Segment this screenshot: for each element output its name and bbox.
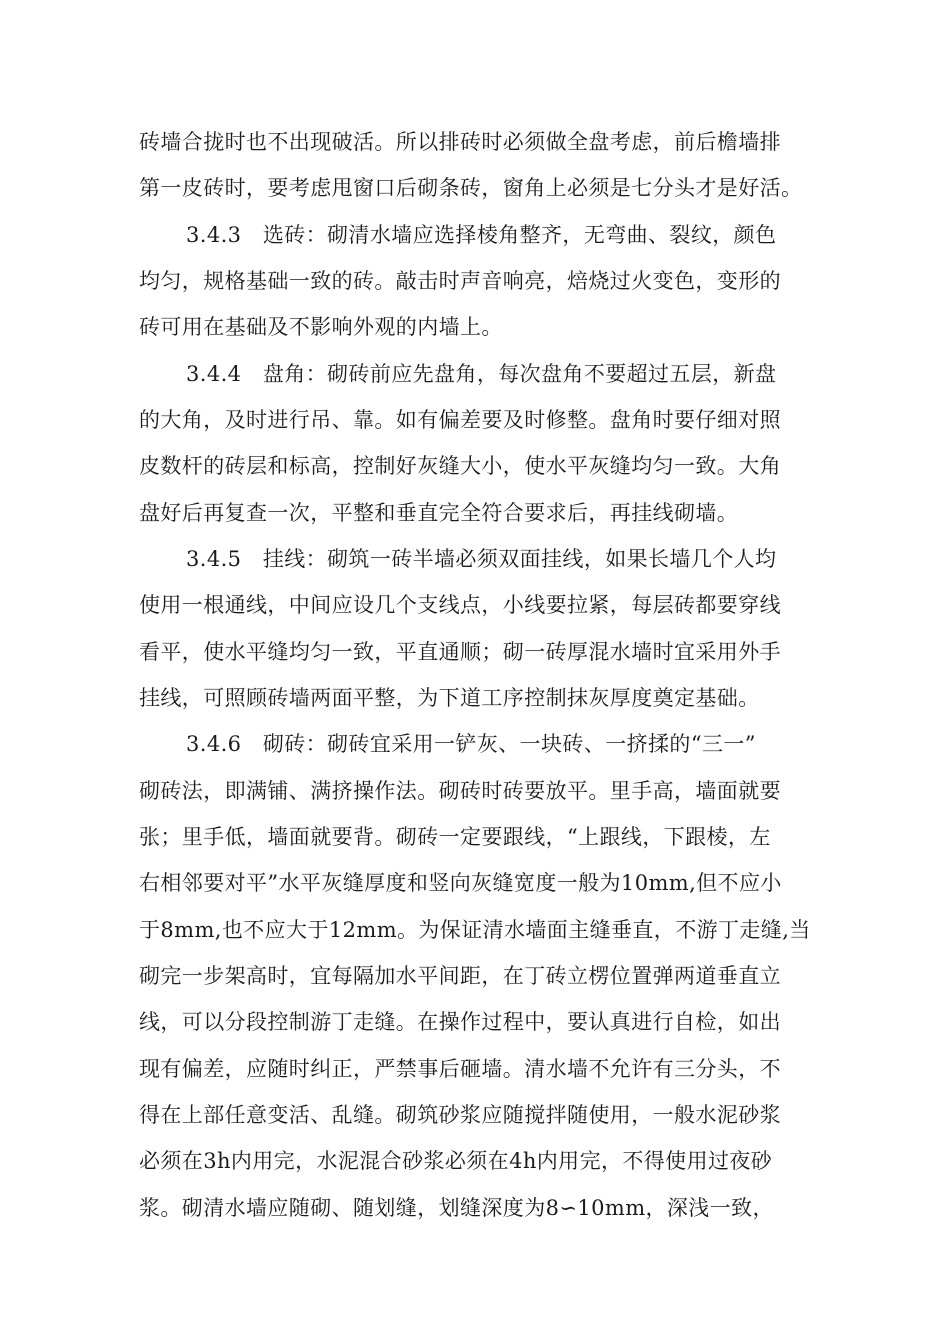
text-line: 砖可用在基础及不影响外观的内墙上。 (139, 315, 503, 339)
text-line: 浆。砌清水墙应随砌、随划缝，划缝深度为8∽10mm，深浅一致， (139, 1196, 774, 1220)
text-line: 得在上部任意变活、乱缝。砌筑砂浆应随搅拌随使用，一般水泥砂浆 (139, 1103, 781, 1127)
text-line: 看平，使水平缝均匀一致，平直通顺；砌一砖厚混水墙时宜采用外手 (139, 640, 781, 664)
section-3-4-4-heading-line: 3.4.4 盘角：砌砖前应先盘角，每次盘角不要超过五层，新盘 (186, 362, 777, 386)
section-3-4-5-heading-line: 3.4.5 挂线：砌筑一砖半墙必须双面挂线，如果长墙几个人均 (186, 547, 777, 571)
text-line: 皮数杆的砖层和标高，控制好灰缝大小，使水平灰缝均匀一致。大角 (139, 454, 781, 478)
text-line: 右相邻要对平”水平灰缝厚度和竖向灰缝宽度一般为10mm,但不应小 (139, 871, 782, 895)
text-line: 挂线，可照顾砖墙两面平整，为下道工序控制抹灰厚度奠定基础。 (139, 686, 760, 710)
text-line: 第一皮砖时，要考虑甩窗口后砌条砖，窗角上必须是七分头才是好活。 (139, 176, 803, 200)
text-line: 的大角，及时进行吊、靠。如有偏差要及时修整。盘角时要仔细对照 (139, 408, 781, 432)
text-line: 砌完一步架高时，宜每隔加水平间距，在丁砖立楞位置弹两道垂直立 (139, 964, 781, 988)
text-line: 砌砖法，即满铺、满挤操作法。砌砖时砖要放平。里手高，墙面就要 (139, 779, 781, 803)
text-line: 盘好后再复查一次，平整和垂直完全符合要求后，再挂线砌墙。 (139, 501, 739, 525)
text-line: 张；里手低，墙面就要背。砌砖一定要跟线，“上跟线，下跟棱，左 (139, 825, 771, 849)
section-3-4-3-heading-line: 3.4.3 选砖：砌清水墙应选择棱角整齐，无弯曲、裂纹，颜色 (186, 223, 777, 247)
section-3-4-6-heading-line: 3.4.6 砌砖：砌砖宜采用一铲灰、一块砖、一挤揉的“三一” (186, 732, 756, 756)
text-line: 现有偏差，应随时纠正，严禁事后砸墙。清水墙不允许有三分头，不 (139, 1057, 781, 1081)
text-line: 于8mm,也不应大于12mm。为保证清水墙面主缝垂直，不游丁走缝,当 (139, 918, 811, 942)
text-line: 使用一根通线，中间应设几个支线点，小线要拉紧，每层砖都要穿线 (139, 593, 781, 617)
text-line: 必须在3h内用完，水泥混合砂浆必须在4h内用完，不得使用过夜砂 (139, 1149, 773, 1173)
text-line: 砖墙合拢时也不出现破活。所以排砖时必须做全盘考虑，前后檐墙排 (139, 130, 781, 154)
text-line: 均匀，规格基础一致的砖。敲击时声音响亮，焙烧过火变色，变形的 (139, 269, 781, 293)
text-line: 线，可以分段控制游丁走缝。在操作过程中，要认真进行自检，如出 (139, 1010, 781, 1034)
